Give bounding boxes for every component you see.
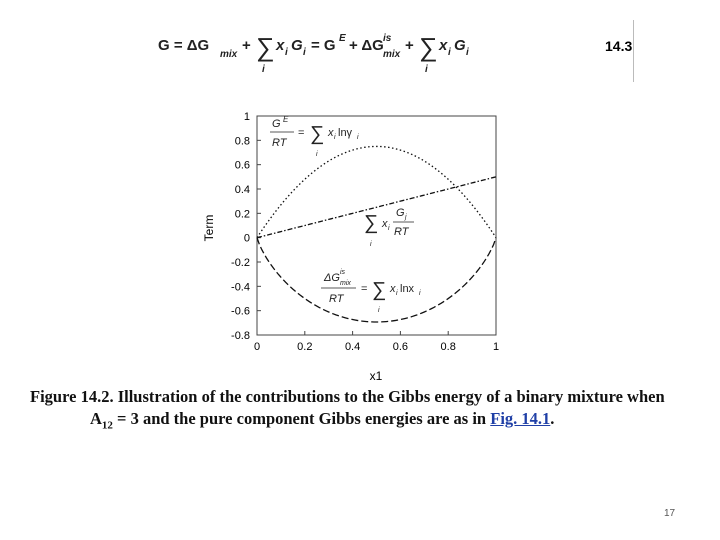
svg-text:∑: ∑ xyxy=(310,123,325,145)
svg-text:i: i xyxy=(425,64,428,75)
svg-text:ΔG: ΔG xyxy=(324,272,340,284)
y-tick-label: -0.8 xyxy=(231,330,250,342)
svg-text:i: i xyxy=(334,134,336,141)
svg-text:x: x xyxy=(328,127,334,139)
caption-mid: = 3 and the pure component Gibbs energies are as in xyxy=(112,409,491,428)
x-axis-label: x1 xyxy=(369,369,383,383)
svg-text:i: i xyxy=(419,290,421,297)
svg-text:i: i xyxy=(378,307,380,314)
svg-text:=: = xyxy=(298,127,305,139)
svg-text:∑: ∑ xyxy=(256,32,275,62)
caption-end: . xyxy=(550,409,555,428)
x-tick-label: 0.2 xyxy=(297,341,313,353)
svg-text:E: E xyxy=(283,115,289,124)
svg-text:G: G xyxy=(272,118,281,130)
svg-text:i: i xyxy=(388,225,390,232)
caption-line-2 xyxy=(30,408,720,436)
svg-text:j: j xyxy=(405,214,407,221)
svg-text:+ ΔG: + ΔG xyxy=(349,37,384,54)
svg-text:i: i xyxy=(448,47,451,58)
y-tick-label: 0.6 xyxy=(234,159,250,172)
x-tick-label: 1 xyxy=(492,341,500,353)
svg-text:is: is xyxy=(340,269,346,276)
svg-text:E: E xyxy=(339,33,346,44)
svg-text:RT: RT xyxy=(329,293,344,305)
svg-text:i: i xyxy=(357,134,359,141)
svg-text:mix: mix xyxy=(340,280,351,287)
svg-text:x: x xyxy=(276,37,285,54)
figure-14-1-link[interactable]: Fig. 14.1 xyxy=(490,409,551,428)
figure-caption xyxy=(30,386,720,436)
svg-text:=: = xyxy=(361,283,368,295)
x-tick-label: 0.6 xyxy=(392,341,409,353)
equation-number: 14.3 xyxy=(605,38,633,54)
equation-14-3 xyxy=(150,22,640,92)
y-tick-label: -0.4 xyxy=(231,281,250,294)
svg-text:∑: ∑ xyxy=(419,32,438,62)
gibbs-energy-chart xyxy=(200,98,520,388)
y-tick-label: 0.2 xyxy=(234,208,250,221)
y-tick-label: 0.4 xyxy=(234,184,250,196)
svg-text:x: x xyxy=(382,218,388,230)
x-tick-label: 0.8 xyxy=(440,341,456,353)
svg-text:mix: mix xyxy=(383,49,401,60)
svg-text:lnγ: lnγ xyxy=(338,127,353,139)
svg-text:+: + xyxy=(405,37,414,54)
y-tick-label: 0 xyxy=(243,232,250,245)
x-tick-label: 0.4 xyxy=(344,341,361,353)
svg-text:i: i xyxy=(285,47,288,58)
svg-text:i: i xyxy=(370,241,372,248)
svg-text:RT: RT xyxy=(272,137,287,149)
svg-text:G: G xyxy=(396,207,405,219)
ge-annotation xyxy=(270,115,359,158)
svg-text:= G: = G xyxy=(311,37,336,54)
svg-text:mix: mix xyxy=(220,49,238,60)
x-tick-label: 0 xyxy=(253,341,261,353)
page-number: 17 xyxy=(664,508,676,519)
y-tick-label: -0.6 xyxy=(231,305,250,318)
svg-text:lnx: lnx xyxy=(400,283,415,295)
svg-text:∑: ∑ xyxy=(372,279,387,301)
caption-sub: 12 xyxy=(101,419,113,432)
svg-text:i: i xyxy=(466,47,469,58)
svg-text:i: i xyxy=(303,47,306,58)
y-tick-label: -0.2 xyxy=(231,257,250,269)
y-tick-label: 1 xyxy=(243,111,250,123)
y-axis-label: Term xyxy=(202,214,216,242)
ideal-mixing-annotation xyxy=(321,269,421,314)
svg-text:i: i xyxy=(316,151,318,158)
svg-text:is: is xyxy=(383,33,392,44)
svg-text:G = ΔG: G = ΔG xyxy=(158,37,210,54)
svg-text:G: G xyxy=(291,37,303,54)
margin-rule xyxy=(633,20,634,82)
svg-text:RT: RT xyxy=(394,226,409,238)
svg-text:∑: ∑ xyxy=(364,212,379,234)
svg-text:x: x xyxy=(390,283,396,295)
svg-text:i: i xyxy=(396,290,398,297)
pure-component-annotation xyxy=(364,207,414,248)
x-axis-ticks xyxy=(254,331,499,353)
svg-text:x: x xyxy=(439,37,448,54)
y-tick-label: 0.8 xyxy=(234,135,250,148)
caption-a: A xyxy=(90,409,102,428)
svg-text:+: + xyxy=(242,37,251,54)
svg-text:i: i xyxy=(262,64,265,75)
svg-text:G: G xyxy=(454,37,466,54)
caption-line-1: Figure 14.2. Illustration of the contributions to the Gibbs energy of a binary mixture when xyxy=(30,387,665,406)
